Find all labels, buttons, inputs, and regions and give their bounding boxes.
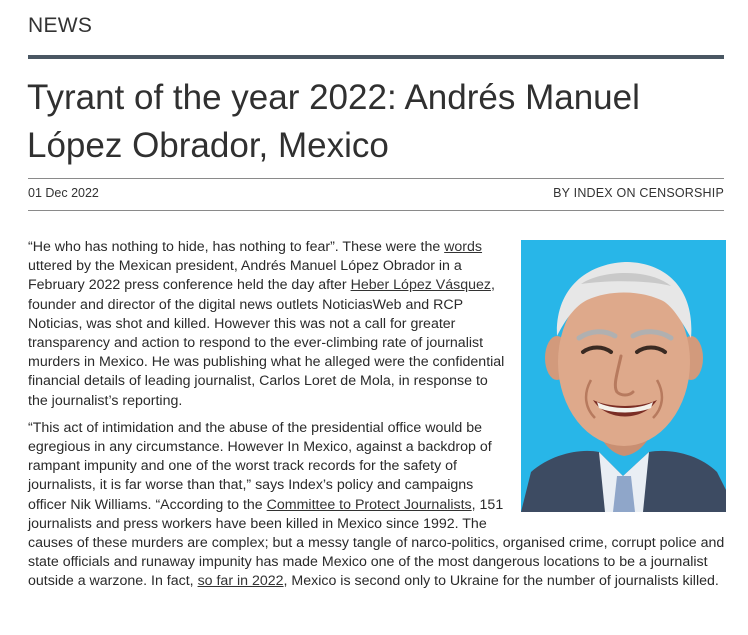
article-headline: Tyrant of the year 2022: Andrés Manuel López Obrador, Mexico [27, 78, 640, 165]
paragraph-2-text-c: , Mexico is second only to Ukraine for the number of journalists killed. [283, 573, 719, 590]
paragraph-2-text-b: , 151 journalists and press workers have been killed in Mexico since 1992. The causes of these murders are complex; but a messy tangle of narco-politics, organised crime, corrupt police and state officials and runaway impunity has made Mexico one of the most dangerous locations to be a journalist outside a warzone. In fact, [28, 496, 725, 590]
byline[interactable]: BY INDEX ON CENSORSHIP [553, 186, 724, 200]
paragraph-1-text-a: “He who has nothing to hide, has nothing to fear”. These were the [28, 239, 445, 255]
paragraph-2-text-a: “This act of intimidation and the abuse of the presidential office would be egregious in any circumstance. However In Mexico, against a backdrop of rampant impunity and one of the worst track records for the safety of journalists, it is far worse than that,” says Index’s policy and campaigns officer Nik Williams. “According to the [28, 419, 492, 513]
president-portrait [521, 240, 726, 512]
link-committee-to-protect-journalists[interactable]: Committee to Protect Journalists [266, 496, 472, 513]
article-body [28, 238, 726, 600]
portrait-illustration [521, 240, 726, 512]
section-label[interactable]: NEWS [28, 14, 93, 37]
paragraph-1-text-c: , founder and director of the digital news outlets NoticiasWeb and RCP Noticias, was shot and killed. However this was not a call for greater transparency and action to respond to the ever-climbing rate of journalist murders in Mexico. He was publishing what he alleged were the confidential financial details of leading journalist, Carlos Loret de Mola, in response to the journalist’s reporting. [28, 277, 505, 409]
publish-date: 01 Dec 2022 [28, 186, 99, 200]
meta-top-divider [28, 178, 724, 179]
section-divider [28, 55, 724, 59]
link-words[interactable]: words [444, 239, 483, 255]
meta-bottom-divider [28, 210, 724, 211]
link-heber-lopez-vasquez[interactable]: Heber López Vásquez [350, 277, 491, 294]
paragraph-1-text-b: uttered by the Mexican president, Andrés Manuel López Obrador in a February 2022 press conference held the day after [28, 258, 462, 294]
link-so-far-in-2022[interactable]: so far in 2022 [197, 573, 284, 590]
